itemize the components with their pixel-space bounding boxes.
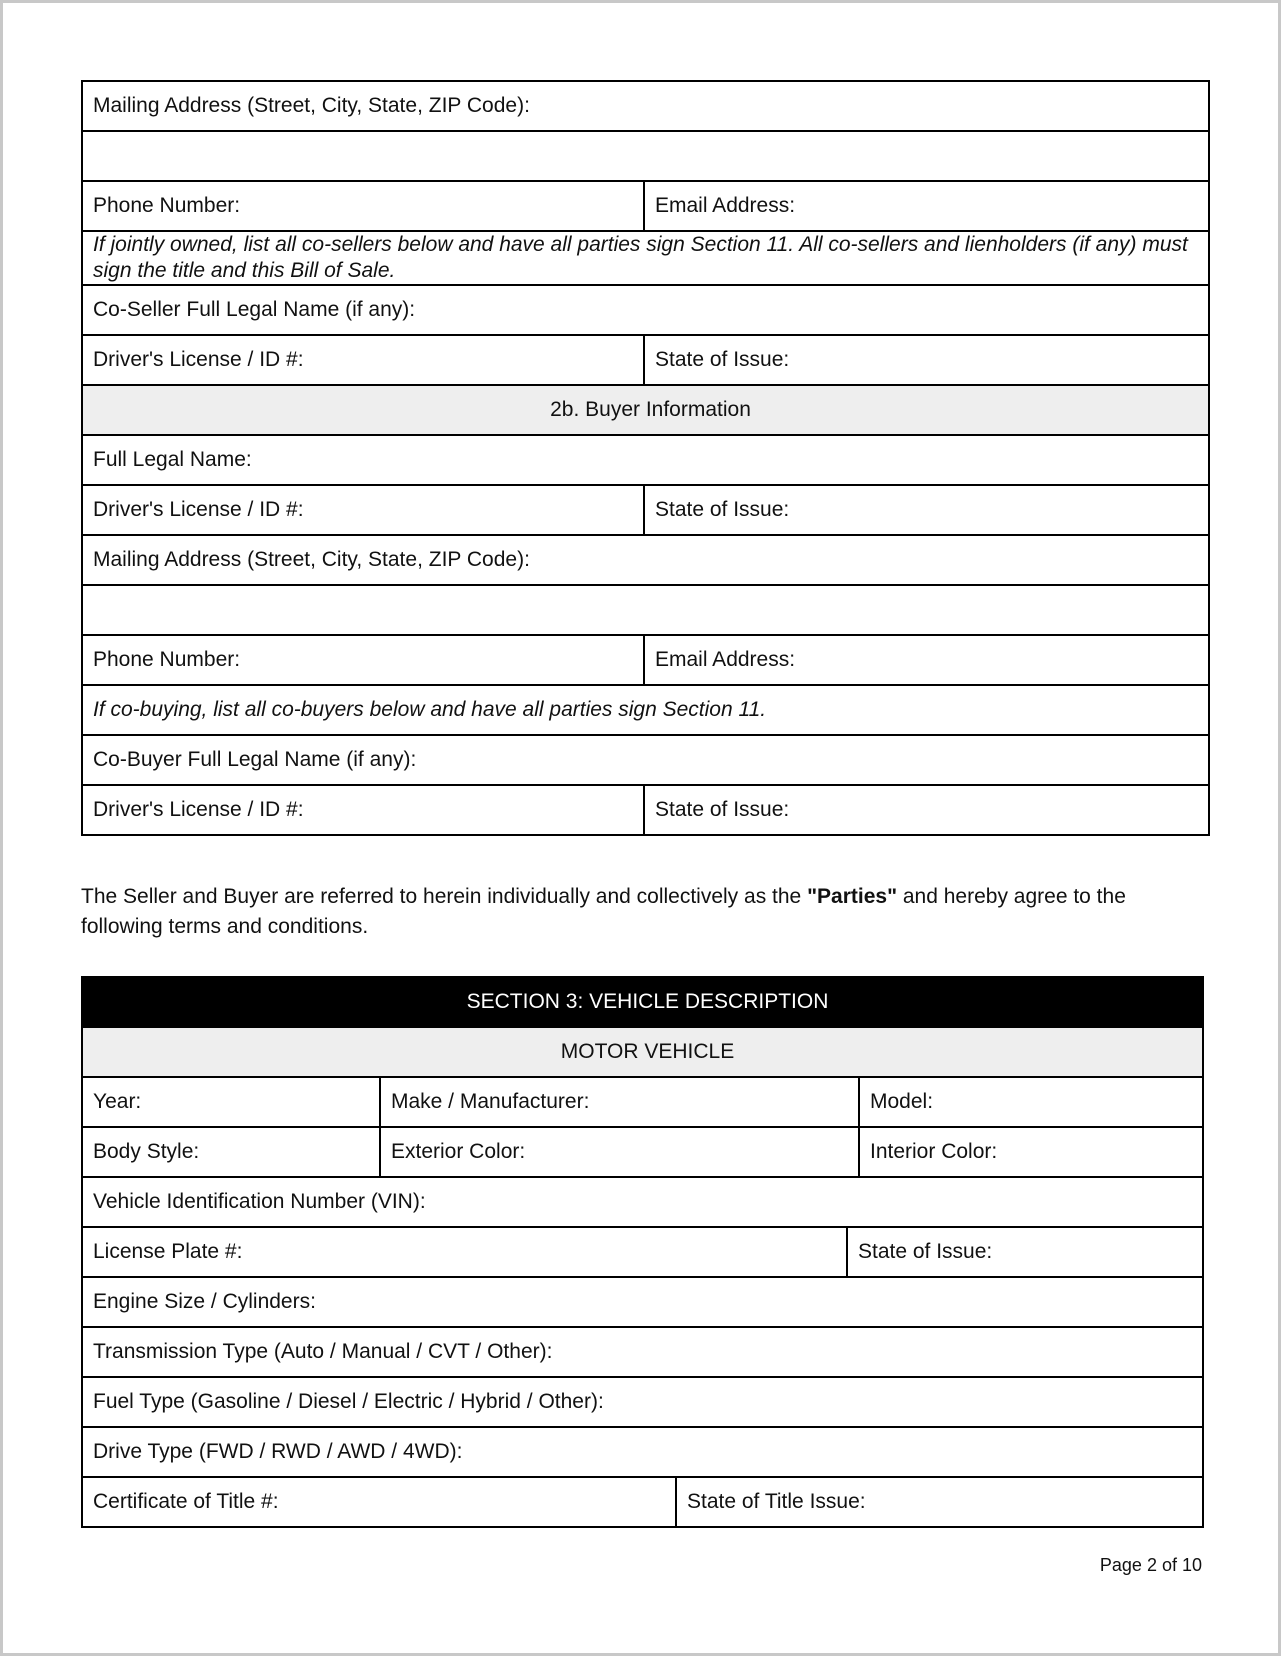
seller-phone-field[interactable]: Phone Number: <box>82 181 644 231</box>
co-seller-state-field[interactable]: State of Issue: <box>644 335 1209 385</box>
fuel-type-field[interactable]: Fuel Type (Gasoline / Diesel / Electric / Hybrid / Other): <box>82 1377 1203 1427</box>
co-buyer-state-field[interactable]: State of Issue: <box>644 785 1209 835</box>
license-plate-field[interactable]: License Plate #: <box>82 1227 847 1277</box>
title-state-field[interactable]: State of Title Issue: <box>676 1477 1203 1527</box>
buyer-name-field[interactable]: Full Legal Name: <box>82 435 1209 485</box>
seller-mailing-address-label: Mailing Address (Street, City, State, ZIP Code): <box>82 81 1209 131</box>
seller-email-field[interactable]: Email Address: <box>644 181 1209 231</box>
plate-state-field[interactable]: State of Issue: <box>847 1227 1203 1277</box>
parties-paragraph <box>81 882 1211 942</box>
engine-field[interactable]: Engine Size / Cylinders: <box>82 1277 1203 1327</box>
interior-color-field[interactable]: Interior Color: <box>859 1127 1203 1177</box>
body-style-field[interactable]: Body Style: <box>82 1127 380 1177</box>
title-number-field[interactable]: Certificate of Title #: <box>82 1477 676 1527</box>
page-number: Page 2 of 10 <box>1099 1555 1202 1575</box>
buyer-info-header: 2b. Buyer Information <box>82 385 1209 435</box>
buyer-mailing-address-label: Mailing Address (Street, City, State, ZIP Code): <box>82 535 1209 585</box>
drive-type-field[interactable]: Drive Type (FWD / RWD / AWD / 4WD): <box>82 1427 1203 1477</box>
model-field[interactable]: Model: <box>859 1077 1203 1127</box>
make-field[interactable]: Make / Manufacturer: <box>380 1077 859 1127</box>
year-field[interactable]: Year: <box>82 1077 380 1127</box>
co-seller-name-field[interactable]: Co-Seller Full Legal Name (if any): <box>82 285 1209 335</box>
seller-mailing-address-field[interactable] <box>82 131 1209 181</box>
co-seller-note: If jointly owned, list all co-sellers below and have all parties sign Section 11. All co-sellers and lienholders (if any) must sign the title and this Bill of Sale. <box>82 231 1209 285</box>
buyer-mailing-address-field[interactable] <box>82 585 1209 635</box>
motor-vehicle-subheader: MOTOR VEHICLE <box>82 1027 1203 1077</box>
co-buyer-name-field[interactable]: Co-Buyer Full Legal Name (if any): <box>82 735 1209 785</box>
co-buyer-note: If co-buying, list all co-buyers below and have all parties sign Section 11. <box>82 685 1209 735</box>
co-buyer-license-field[interactable]: Driver's License / ID #: <box>82 785 644 835</box>
co-seller-license-field[interactable]: Driver's License / ID #: <box>82 335 644 385</box>
vehicle-description-table <box>81 976 1204 1528</box>
buyer-license-field[interactable]: Driver's License / ID #: <box>82 485 644 535</box>
parties-text-after: and hereby agree to the following terms and conditions. <box>81 885 1126 938</box>
parties-bold-term: "Parties" <box>807 885 898 908</box>
buyer-state-field[interactable]: State of Issue: <box>644 485 1209 535</box>
exterior-color-field[interactable]: Exterior Color: <box>380 1127 859 1177</box>
buyer-email-field[interactable]: Email Address: <box>644 635 1209 685</box>
section-3-title: SECTION 3: VEHICLE DESCRIPTION <box>82 977 1203 1027</box>
parties-text-before: The Seller and Buyer are referred to herein individually and collectively as the <box>81 885 808 908</box>
parties-info-table <box>81 80 1210 836</box>
buyer-phone-field[interactable]: Phone Number: <box>82 635 644 685</box>
vin-field[interactable]: Vehicle Identification Number (VIN): <box>82 1177 1203 1227</box>
transmission-field[interactable]: Transmission Type (Auto / Manual / CVT / Other): <box>82 1327 1203 1377</box>
